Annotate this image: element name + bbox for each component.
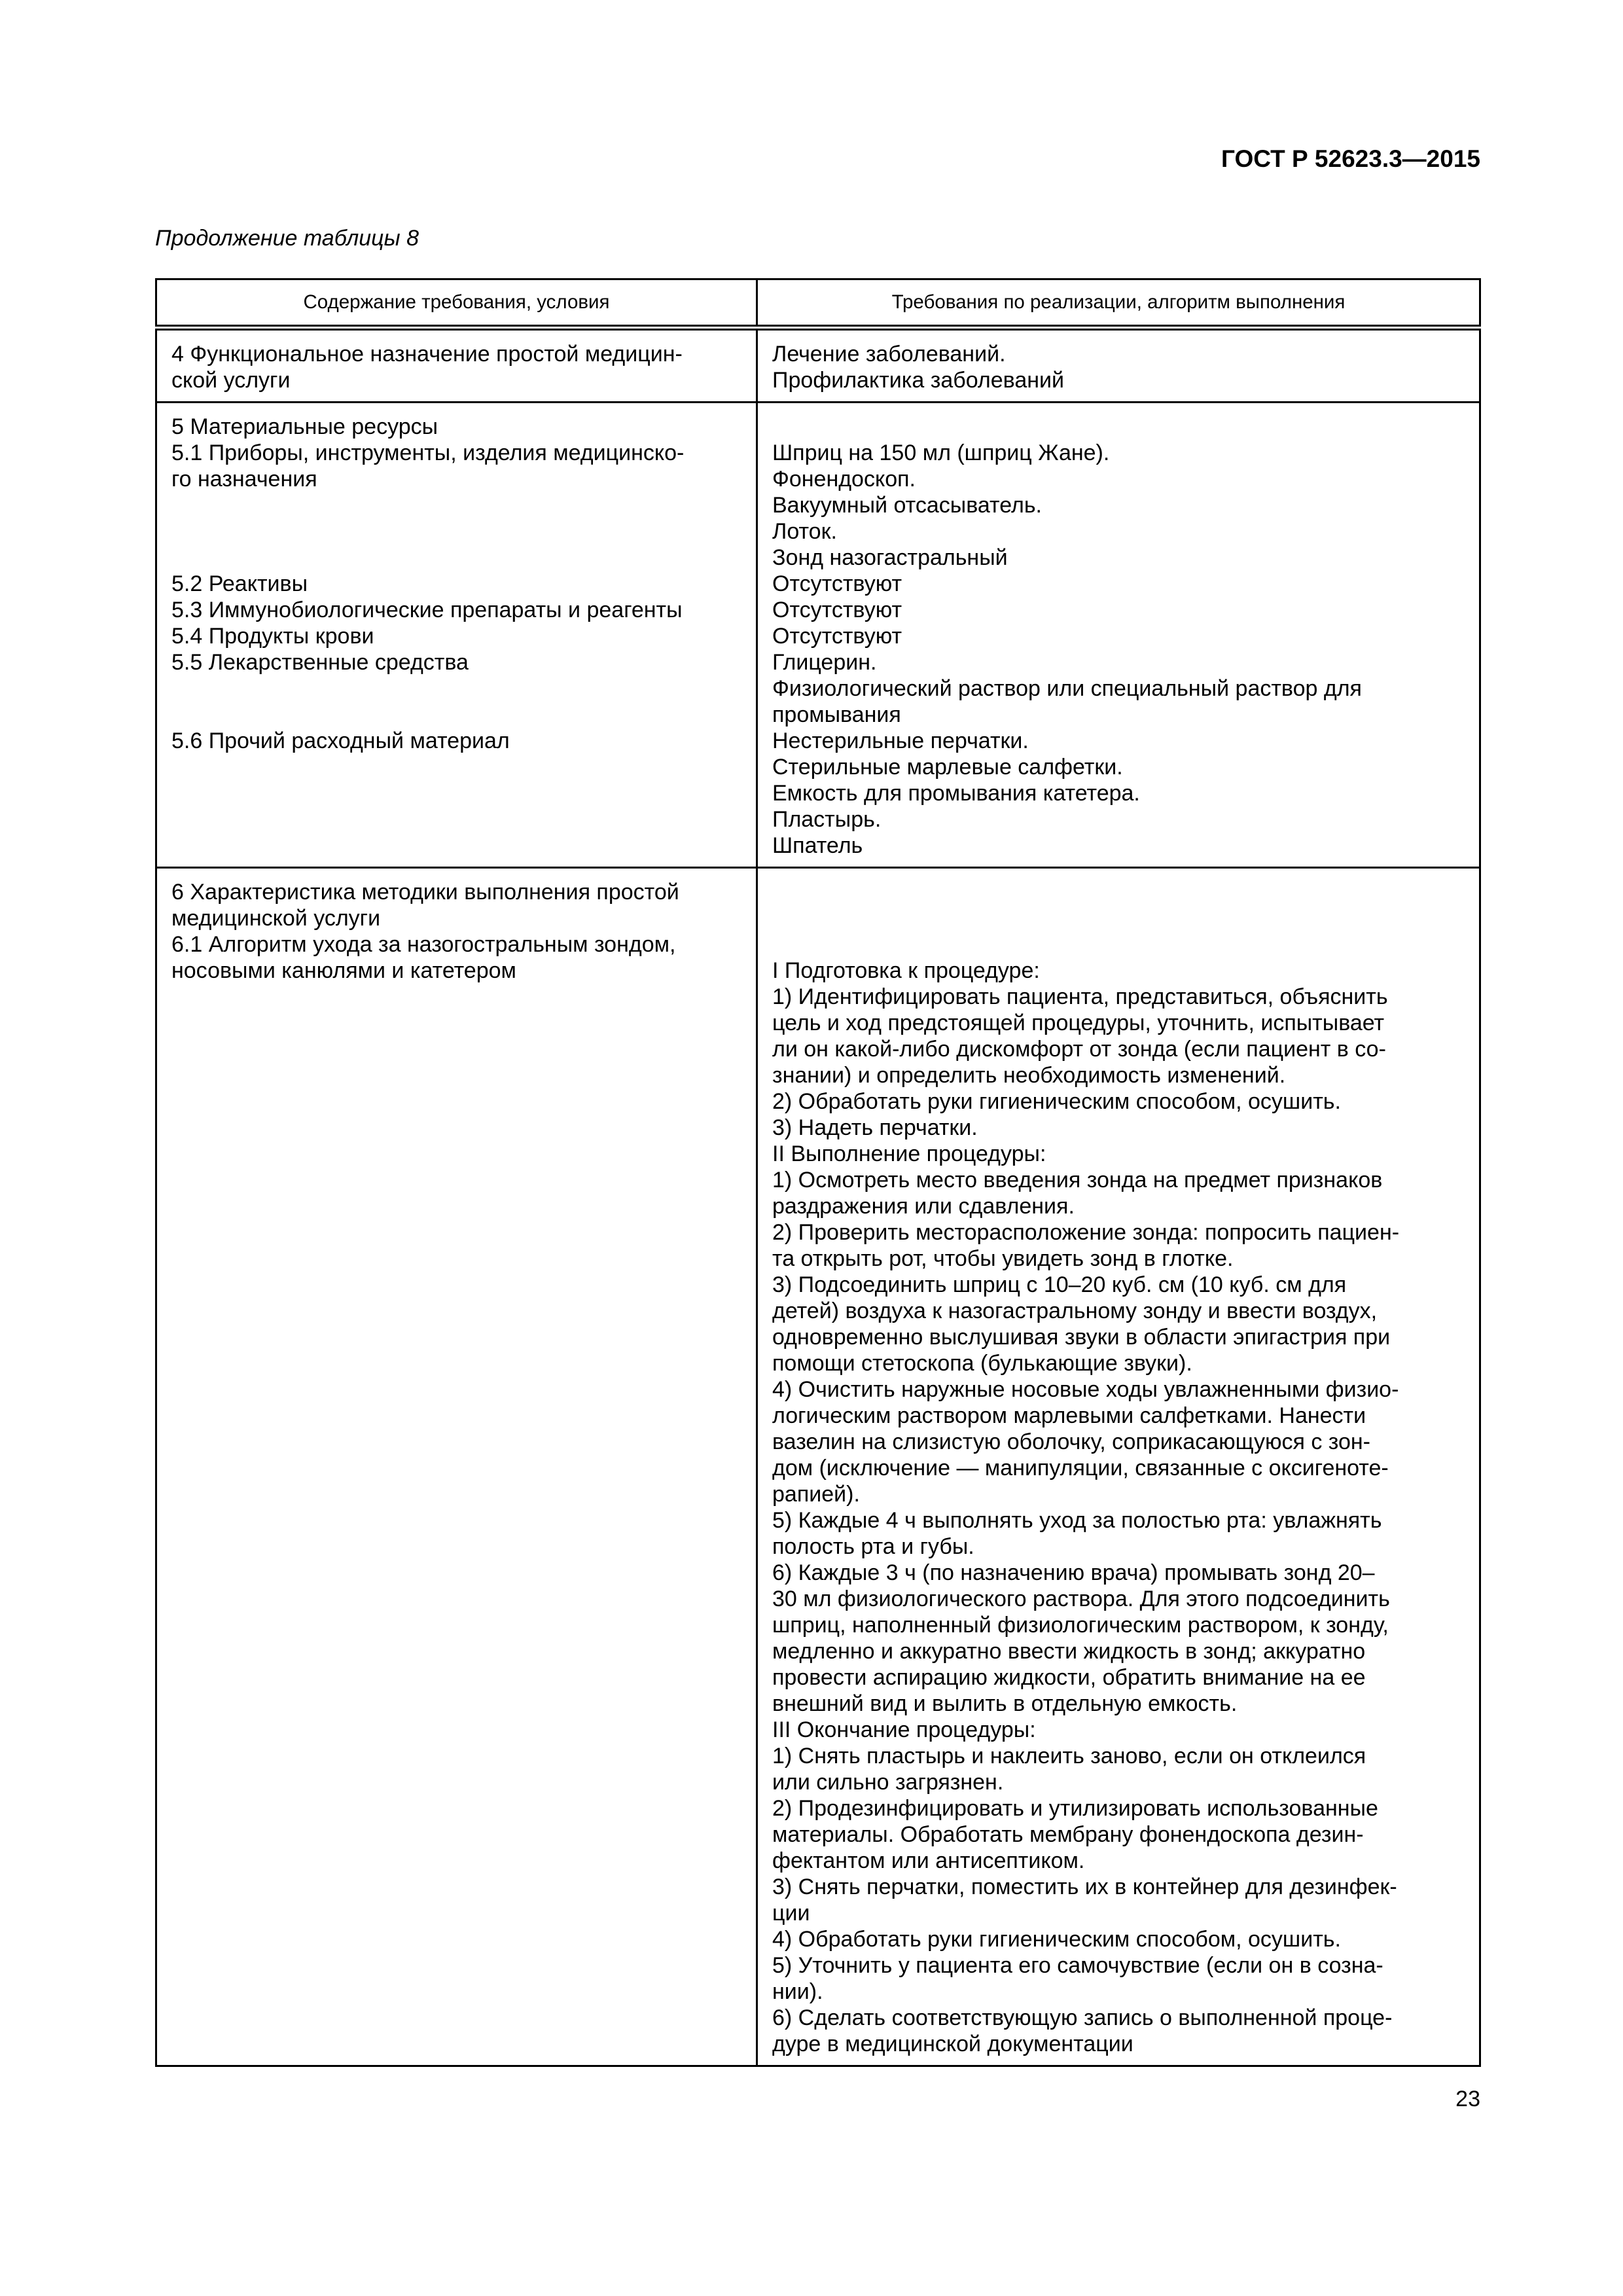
table-row — [156, 328, 1480, 403]
cell-line: Зонд назогастральный — [772, 545, 1008, 570]
cell-line: Лоток. — [772, 519, 837, 544]
cell-line: 5.6 Прочий расходный материал — [171, 728, 510, 753]
cell-line: 1) Идентифицировать пациента, представиться, объяснить — [772, 984, 1388, 1009]
cell-line: Глицерин. — [772, 650, 877, 675]
implementation-cell — [757, 868, 1480, 2066]
table-caption: Продолжение таблицы 8 — [155, 226, 419, 251]
cell-line: Фонендоскоп. — [772, 467, 916, 492]
cell-line: внешний вид и вылить в отдельную емкость. — [772, 1691, 1238, 1716]
cell-line: шприц, наполненный физиологическим раствором, к зонду, — [772, 1613, 1389, 1638]
cell-line: промывания — [772, 702, 901, 727]
cell-line: 5 Материальные ресурсы — [171, 414, 438, 439]
cell-line: 4) Обработать руки гигиеническим способом, осушить. — [772, 1927, 1341, 1952]
cell-line: медленно и аккуратно ввести жидкость в зонд; аккуратно — [772, 1639, 1366, 1664]
cell-line — [772, 905, 1465, 931]
cell-line: провести аспирацию жидкости, обратить внимание на ее — [772, 1665, 1366, 1690]
cell-line: 5.5 Лекарственные средства — [171, 650, 469, 675]
page-number: 23 — [1455, 2087, 1480, 2111]
cell-line — [171, 675, 741, 702]
cell-line: Физиологический раствор или специальный раствор для — [772, 676, 1362, 701]
cell-line: 5.4 Продукты крови — [171, 624, 374, 649]
cell-line: вазелин на слизистую оболочку, соприкасающуюся с зон- — [772, 1429, 1370, 1454]
cell-line: носовыми канюлями и катетером — [171, 958, 516, 983]
cell-line: Пластырь. — [772, 807, 882, 832]
cell-line: Лечение заболеваний. — [772, 342, 1006, 367]
cell-line: 4 Функциональное назначение простой медицин- — [171, 342, 683, 367]
cell-line: полость рта и губы. — [772, 1534, 974, 1559]
cell-line — [772, 931, 1465, 958]
document-code: ГОСТ Р 52623.3—2015 — [1221, 145, 1480, 172]
cell-line: рапией). — [772, 1482, 860, 1507]
cell-line: 2) Проверить месторасположение зонда: попросить пациен- — [772, 1220, 1400, 1245]
table-body — [156, 328, 1480, 2066]
column-header-requirement: Содержание требования, условия — [156, 279, 757, 328]
cell-line: III Окончание процедуры: — [772, 1717, 1036, 1742]
cell-line: одновременно выслушивая звуки в области эпигастрия при — [772, 1325, 1391, 1350]
cell-line: помощи стетоскопа (булькающие звуки). — [772, 1351, 1192, 1376]
cell-line: 3) Снять перчатки, поместить их в контейнер для дезинфек- — [772, 1874, 1397, 1899]
cell-line: Профилактика заболеваний — [772, 368, 1065, 393]
cell-line: материалы. Обработать мембрану фонендоскопа дезин- — [772, 1822, 1364, 1847]
cell-line — [772, 879, 1465, 905]
cell-line: 6 Характеристика методики выполнения простой — [171, 880, 679, 905]
cell-line: та открыть рот, чтобы увидеть зонд в глотке. — [772, 1246, 1234, 1271]
cell-line: 3) Надеть перчатки. — [772, 1115, 978, 1140]
cell-line: 6) Каждые 3 ч (по назначению врача) промывать зонд 20– — [772, 1560, 1375, 1585]
cell-line: ли он какой-либо дискомфорт от зонда (если пациент в со- — [772, 1037, 1386, 1062]
cell-line: Емкость для промывания катетера. — [772, 781, 1140, 806]
cell-line: логическим раствором марлевыми салфетками. Нанести — [772, 1403, 1366, 1428]
cell-line — [171, 518, 741, 545]
cell-line: фектантом или антисептиком. — [772, 1848, 1085, 1873]
cell-line: 2) Обработать руки гигиеническим способом, осушить. — [772, 1089, 1341, 1114]
requirements-table — [155, 278, 1481, 2067]
cell-line — [171, 492, 741, 518]
requirement-cell — [156, 868, 757, 2066]
cell-line — [171, 702, 741, 728]
cell-line: 6.1 Алгоритм ухода за назогостральным зондом, — [171, 932, 676, 957]
cell-line: или сильно загрязнен. — [772, 1770, 1004, 1795]
requirement-cell — [156, 328, 757, 403]
cell-line: 2) Продезинфицировать и утилизировать использованные — [772, 1796, 1378, 1821]
cell-line: цель и ход предстоящей процедуры, уточнить, испытывает — [772, 1011, 1385, 1035]
cell-line: Отсутствуют — [772, 571, 902, 596]
cell-line: Стерильные марлевые салфетки. — [772, 755, 1123, 780]
cell-line: дом (исключение — манипуляции, связанные с оксигеноте- — [772, 1456, 1389, 1480]
cell-line: Шпатель — [772, 833, 863, 858]
cell-line: 4) Очистить наружные носовые ходы увлажненными физио- — [772, 1377, 1399, 1402]
cell-line: знании) и определить необходимость изменений. — [772, 1063, 1286, 1088]
requirement-cell — [156, 403, 757, 868]
cell-line: 1) Снять пластырь и наклеить заново, если он отклеился — [772, 1744, 1366, 1768]
cell-line: ции — [772, 1901, 810, 1926]
cell-line: 3) Подсоединить шприц с 10–20 куб. см (10 куб. см для — [772, 1272, 1347, 1297]
cell-line: медицинской услуги — [171, 906, 381, 931]
cell-line: го назначения — [171, 467, 317, 492]
cell-line — [772, 414, 1465, 440]
cell-line: Отсутствуют — [772, 598, 902, 622]
cell-line: Вакуумный отсасыватель. — [772, 493, 1043, 518]
cell-line: 6) Сделать соответствующую запись о выполненной проце- — [772, 2005, 1393, 2030]
cell-line: детей) воздуха к назогастральному зонду и ввести воздух, — [772, 1299, 1378, 1323]
cell-line: 1) Осмотреть место введения зонда на предмет признаков — [772, 1168, 1383, 1193]
cell-line: Шприц на 150 мл (шприц Жане). — [772, 440, 1110, 465]
cell-line: 30 мл физиологического раствора. Для этого подсоединить — [772, 1587, 1390, 1611]
table-row — [156, 868, 1480, 2066]
cell-line: Отсутствуют — [772, 624, 902, 649]
cell-line: раздражения или сдавления. — [772, 1194, 1075, 1219]
cell-line — [171, 545, 741, 571]
implementation-cell — [757, 328, 1480, 403]
cell-line: I Подготовка к процедуре: — [772, 958, 1040, 983]
cell-line: 5.2 Реактивы — [171, 571, 308, 596]
cell-line: 5.3 Иммунобиологические препараты и реагенты — [171, 598, 683, 622]
cell-line: 5) Каждые 4 ч выполнять уход за полостью рта: увлажнять — [772, 1508, 1382, 1533]
column-header-implementation: Требования по реализации, алгоритм выполнения — [757, 279, 1480, 328]
cell-line: Нестерильные перчатки. — [772, 728, 1029, 753]
cell-line: ской услуги — [171, 368, 291, 393]
table-header-row — [156, 279, 1480, 328]
table-row — [156, 403, 1480, 868]
cell-line: дуре в медицинской документации — [772, 2032, 1133, 2056]
cell-line: II Выполнение процедуры: — [772, 1141, 1046, 1166]
cell-line: нии). — [772, 1979, 823, 2004]
cell-line: 5) Уточнить у пациента его самочувствие (если он в созна- — [772, 1953, 1383, 1978]
implementation-cell — [757, 403, 1480, 868]
cell-line: 5.1 Приборы, инструменты, изделия медицинско- — [171, 440, 685, 465]
